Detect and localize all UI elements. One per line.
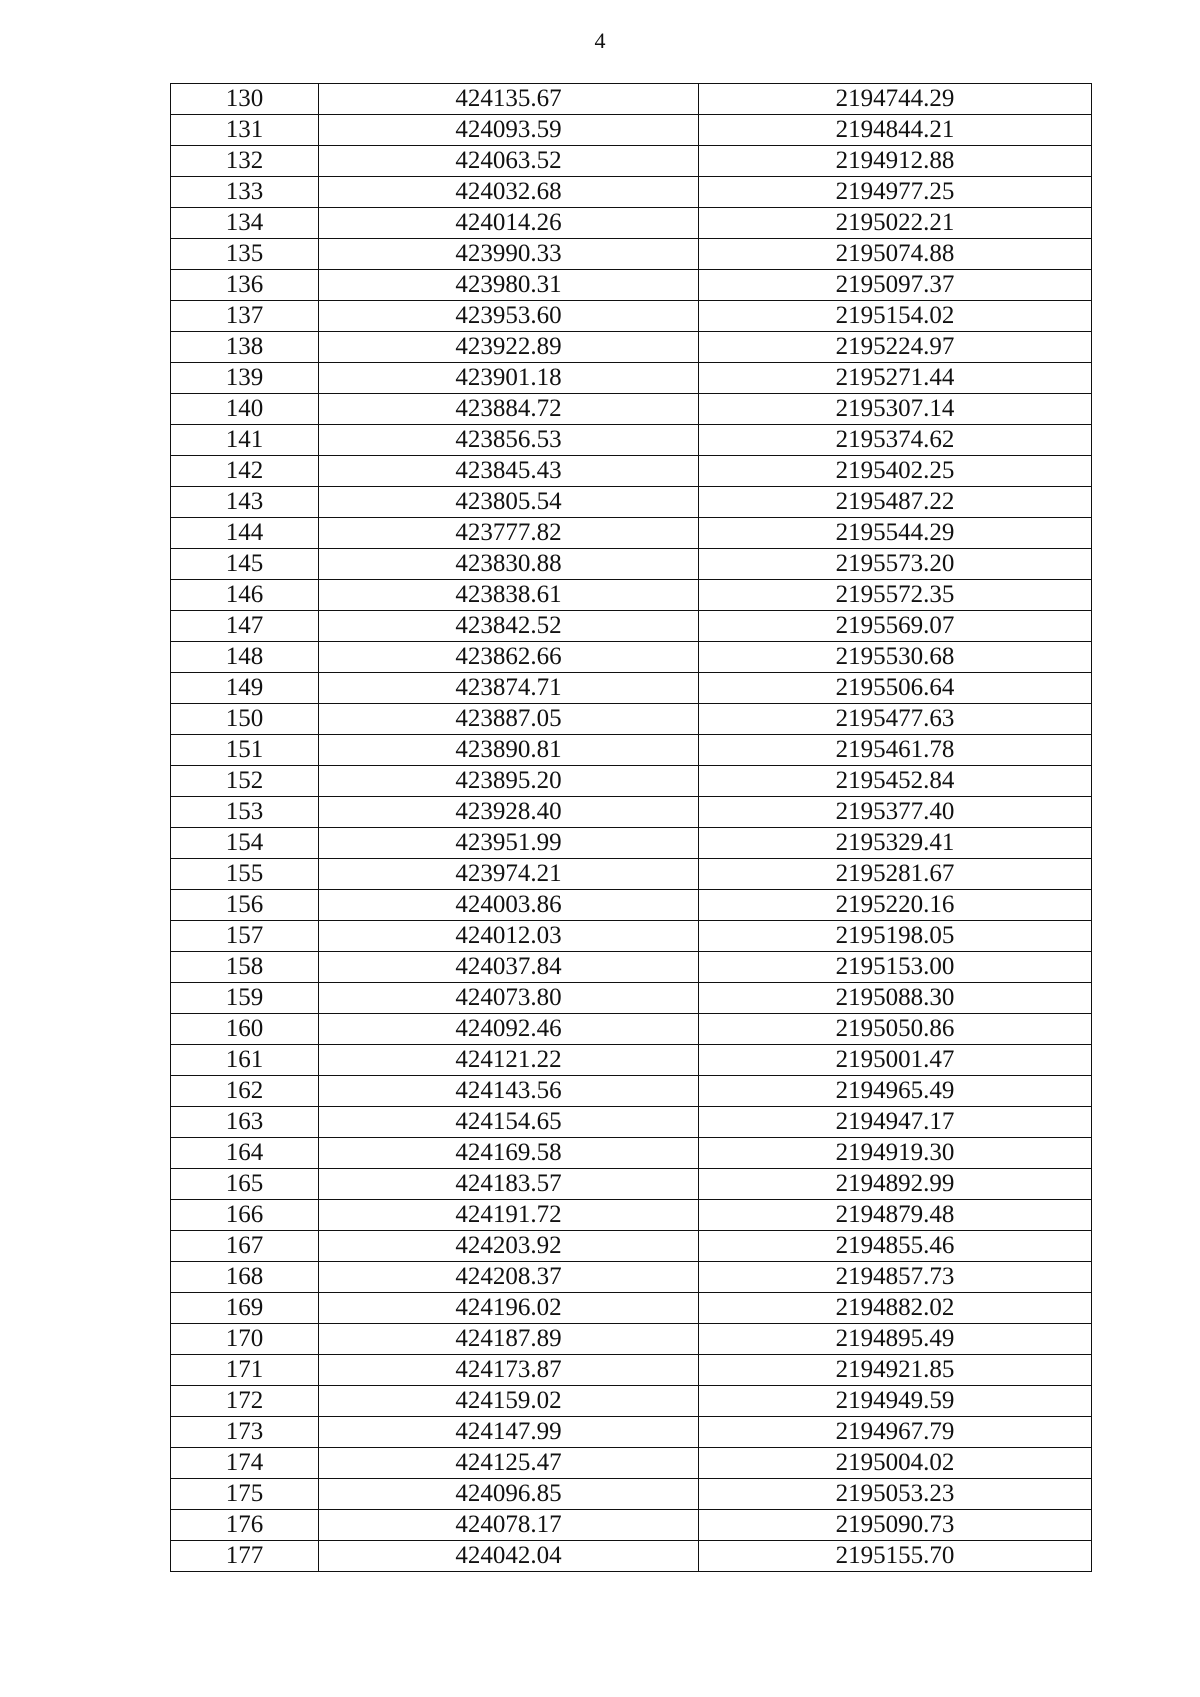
y-coordinate-cell: 2195506.64 [699,673,1092,704]
x-coordinate-cell: 423951.99 [319,828,699,859]
point-number-cell: 167 [171,1231,319,1262]
y-coordinate-cell: 2194855.46 [699,1231,1092,1262]
x-coordinate-cell: 423890.81 [319,735,699,766]
point-number-cell: 144 [171,518,319,549]
y-coordinate-cell: 2195402.25 [699,456,1092,487]
table-row [171,828,1092,859]
x-coordinate-cell: 424096.85 [319,1479,699,1510]
point-number-cell: 145 [171,549,319,580]
y-coordinate-cell: 2195004.02 [699,1448,1092,1479]
table-row [171,642,1092,673]
x-coordinate-cell: 424063.52 [319,146,699,177]
x-coordinate-cell: 423805.54 [319,487,699,518]
x-coordinate-cell: 424093.59 [319,115,699,146]
table-row [171,580,1092,611]
table-row [171,1355,1092,1386]
table-row [171,177,1092,208]
y-coordinate-cell: 2195074.88 [699,239,1092,270]
x-coordinate-cell: 423842.52 [319,611,699,642]
y-coordinate-cell: 2195090.73 [699,1510,1092,1541]
table-row [171,1510,1092,1541]
point-number-cell: 165 [171,1169,319,1200]
point-number-cell: 130 [171,84,319,115]
x-coordinate-cell: 423901.18 [319,363,699,394]
x-coordinate-cell: 424173.87 [319,1355,699,1386]
point-number-cell: 137 [171,301,319,332]
point-number-cell: 141 [171,425,319,456]
point-number-cell: 156 [171,890,319,921]
table-row [171,1076,1092,1107]
y-coordinate-cell: 2194949.59 [699,1386,1092,1417]
point-number-cell: 174 [171,1448,319,1479]
point-number-cell: 134 [171,208,319,239]
x-coordinate-cell: 424154.65 [319,1107,699,1138]
point-number-cell: 140 [171,394,319,425]
y-coordinate-cell: 2194947.17 [699,1107,1092,1138]
table-row [171,1541,1092,1572]
x-coordinate-cell: 424092.46 [319,1014,699,1045]
y-coordinate-cell: 2194919.30 [699,1138,1092,1169]
x-coordinate-cell: 424121.22 [319,1045,699,1076]
point-number-cell: 142 [171,456,319,487]
point-number-cell: 133 [171,177,319,208]
table-row [171,1138,1092,1169]
table-row [171,1417,1092,1448]
point-number-cell: 172 [171,1386,319,1417]
x-coordinate-cell: 424187.89 [319,1324,699,1355]
table-row [171,952,1092,983]
x-coordinate-cell: 423777.82 [319,518,699,549]
point-number-cell: 171 [171,1355,319,1386]
y-coordinate-cell: 2195307.14 [699,394,1092,425]
point-number-cell: 138 [171,332,319,363]
x-coordinate-cell: 424159.02 [319,1386,699,1417]
table-row [171,270,1092,301]
table-row [171,1324,1092,1355]
point-number-cell: 168 [171,1262,319,1293]
table-row [171,487,1092,518]
y-coordinate-cell: 2195155.70 [699,1541,1092,1572]
x-coordinate-cell: 424078.17 [319,1510,699,1541]
x-coordinate-cell: 424125.47 [319,1448,699,1479]
y-coordinate-cell: 2194967.79 [699,1417,1092,1448]
x-coordinate-cell: 423895.20 [319,766,699,797]
y-coordinate-cell: 2195487.22 [699,487,1092,518]
x-coordinate-cell: 423845.43 [319,456,699,487]
table-row [171,704,1092,735]
point-number-cell: 163 [171,1107,319,1138]
x-coordinate-cell: 423874.71 [319,673,699,704]
table-row [171,1479,1092,1510]
point-number-cell: 136 [171,270,319,301]
x-coordinate-cell: 424203.92 [319,1231,699,1262]
y-coordinate-cell: 2194879.48 [699,1200,1092,1231]
page-number: 4 [594,28,606,53]
table-row [171,549,1092,580]
point-number-cell: 166 [171,1200,319,1231]
y-coordinate-cell: 2195452.84 [699,766,1092,797]
table-row [171,208,1092,239]
table-row [171,518,1092,549]
x-coordinate-cell: 423862.66 [319,642,699,673]
table-row [171,766,1092,797]
x-coordinate-cell: 423887.05 [319,704,699,735]
y-coordinate-cell: 2194857.73 [699,1262,1092,1293]
table-row [171,1169,1092,1200]
coordinates-table [170,83,1092,1572]
x-coordinate-cell: 424012.03 [319,921,699,952]
table-row [171,1448,1092,1479]
point-number-cell: 161 [171,1045,319,1076]
table-row [171,983,1092,1014]
x-coordinate-cell: 424073.80 [319,983,699,1014]
x-coordinate-cell: 424037.84 [319,952,699,983]
point-number-cell: 149 [171,673,319,704]
y-coordinate-cell: 2195053.23 [699,1479,1092,1510]
x-coordinate-cell: 423980.31 [319,270,699,301]
point-number-cell: 158 [171,952,319,983]
point-number-cell: 150 [171,704,319,735]
y-coordinate-cell: 2194965.49 [699,1076,1092,1107]
table-row [171,859,1092,890]
x-coordinate-cell: 424143.56 [319,1076,699,1107]
y-coordinate-cell: 2195022.21 [699,208,1092,239]
x-coordinate-cell: 424183.57 [319,1169,699,1200]
point-number-cell: 155 [171,859,319,890]
point-number-cell: 175 [171,1479,319,1510]
x-coordinate-cell: 423974.21 [319,859,699,890]
point-number-cell: 157 [171,921,319,952]
table-row [171,1045,1092,1076]
y-coordinate-cell: 2195153.00 [699,952,1092,983]
x-coordinate-cell: 424147.99 [319,1417,699,1448]
y-coordinate-cell: 2195573.20 [699,549,1092,580]
point-number-cell: 164 [171,1138,319,1169]
point-number-cell: 132 [171,146,319,177]
table-row [171,1231,1092,1262]
y-coordinate-cell: 2195530.68 [699,642,1092,673]
y-coordinate-cell: 2195088.30 [699,983,1092,1014]
point-number-cell: 173 [171,1417,319,1448]
y-coordinate-cell: 2195154.02 [699,301,1092,332]
table-row [171,146,1092,177]
x-coordinate-cell: 423856.53 [319,425,699,456]
point-number-cell: 146 [171,580,319,611]
x-coordinate-cell: 423922.89 [319,332,699,363]
y-coordinate-cell: 2195001.47 [699,1045,1092,1076]
table-row [171,673,1092,704]
table-row [171,1200,1092,1231]
point-number-cell: 151 [171,735,319,766]
table-row [171,1014,1092,1045]
y-coordinate-cell: 2195220.16 [699,890,1092,921]
y-coordinate-cell: 2195097.37 [699,270,1092,301]
point-number-cell: 153 [171,797,319,828]
y-coordinate-cell: 2194844.21 [699,115,1092,146]
table-row [171,1107,1092,1138]
y-coordinate-cell: 2194744.29 [699,84,1092,115]
point-number-cell: 131 [171,115,319,146]
y-coordinate-cell: 2195329.41 [699,828,1092,859]
table-row [171,84,1092,115]
x-coordinate-cell: 423990.33 [319,239,699,270]
table-row [171,425,1092,456]
x-coordinate-cell: 424014.26 [319,208,699,239]
y-coordinate-cell: 2195477.63 [699,704,1092,735]
point-number-cell: 170 [171,1324,319,1355]
table-row [171,1293,1092,1324]
y-coordinate-cell: 2195050.86 [699,1014,1092,1045]
y-coordinate-cell: 2194892.99 [699,1169,1092,1200]
table-row [171,363,1092,394]
point-number-cell: 169 [171,1293,319,1324]
x-coordinate-cell: 424135.67 [319,84,699,115]
x-coordinate-cell: 424032.68 [319,177,699,208]
y-coordinate-cell: 2195569.07 [699,611,1092,642]
x-coordinate-cell: 424169.58 [319,1138,699,1169]
table-row [171,456,1092,487]
x-coordinate-cell: 424003.86 [319,890,699,921]
y-coordinate-cell: 2195377.40 [699,797,1092,828]
point-number-cell: 147 [171,611,319,642]
x-coordinate-cell: 423884.72 [319,394,699,425]
table-row [171,301,1092,332]
point-number-cell: 176 [171,1510,319,1541]
x-coordinate-cell: 423830.88 [319,549,699,580]
y-coordinate-cell: 2194912.88 [699,146,1092,177]
y-coordinate-cell: 2195374.62 [699,425,1092,456]
table-row [171,332,1092,363]
y-coordinate-cell: 2195281.67 [699,859,1092,890]
y-coordinate-cell: 2195271.44 [699,363,1092,394]
x-coordinate-cell: 424042.04 [319,1541,699,1572]
y-coordinate-cell: 2194895.49 [699,1324,1092,1355]
y-coordinate-cell: 2195572.35 [699,580,1092,611]
table-row [171,1262,1092,1293]
table-row [171,797,1092,828]
y-coordinate-cell: 2194977.25 [699,177,1092,208]
point-number-cell: 162 [171,1076,319,1107]
point-number-cell: 135 [171,239,319,270]
point-number-cell: 159 [171,983,319,1014]
point-number-cell: 160 [171,1014,319,1045]
x-coordinate-cell: 423838.61 [319,580,699,611]
point-number-cell: 154 [171,828,319,859]
x-coordinate-cell: 423928.40 [319,797,699,828]
point-number-cell: 143 [171,487,319,518]
x-coordinate-cell: 423953.60 [319,301,699,332]
point-number-cell: 148 [171,642,319,673]
table-row [171,1386,1092,1417]
point-number-cell: 139 [171,363,319,394]
y-coordinate-cell: 2195224.97 [699,332,1092,363]
y-coordinate-cell: 2195198.05 [699,921,1092,952]
point-number-cell: 177 [171,1541,319,1572]
x-coordinate-cell: 424196.02 [319,1293,699,1324]
table-row [171,890,1092,921]
table-row [171,735,1092,766]
point-number-cell: 152 [171,766,319,797]
x-coordinate-cell: 424191.72 [319,1200,699,1231]
y-coordinate-cell: 2195461.78 [699,735,1092,766]
coordinates-table-body [171,84,1092,1572]
table-row [171,394,1092,425]
y-coordinate-cell: 2194921.85 [699,1355,1092,1386]
table-row [171,921,1092,952]
x-coordinate-cell: 424208.37 [319,1262,699,1293]
y-coordinate-cell: 2194882.02 [699,1293,1092,1324]
table-row [171,611,1092,642]
table-row [171,115,1092,146]
y-coordinate-cell: 2195544.29 [699,518,1092,549]
table-row [171,239,1092,270]
